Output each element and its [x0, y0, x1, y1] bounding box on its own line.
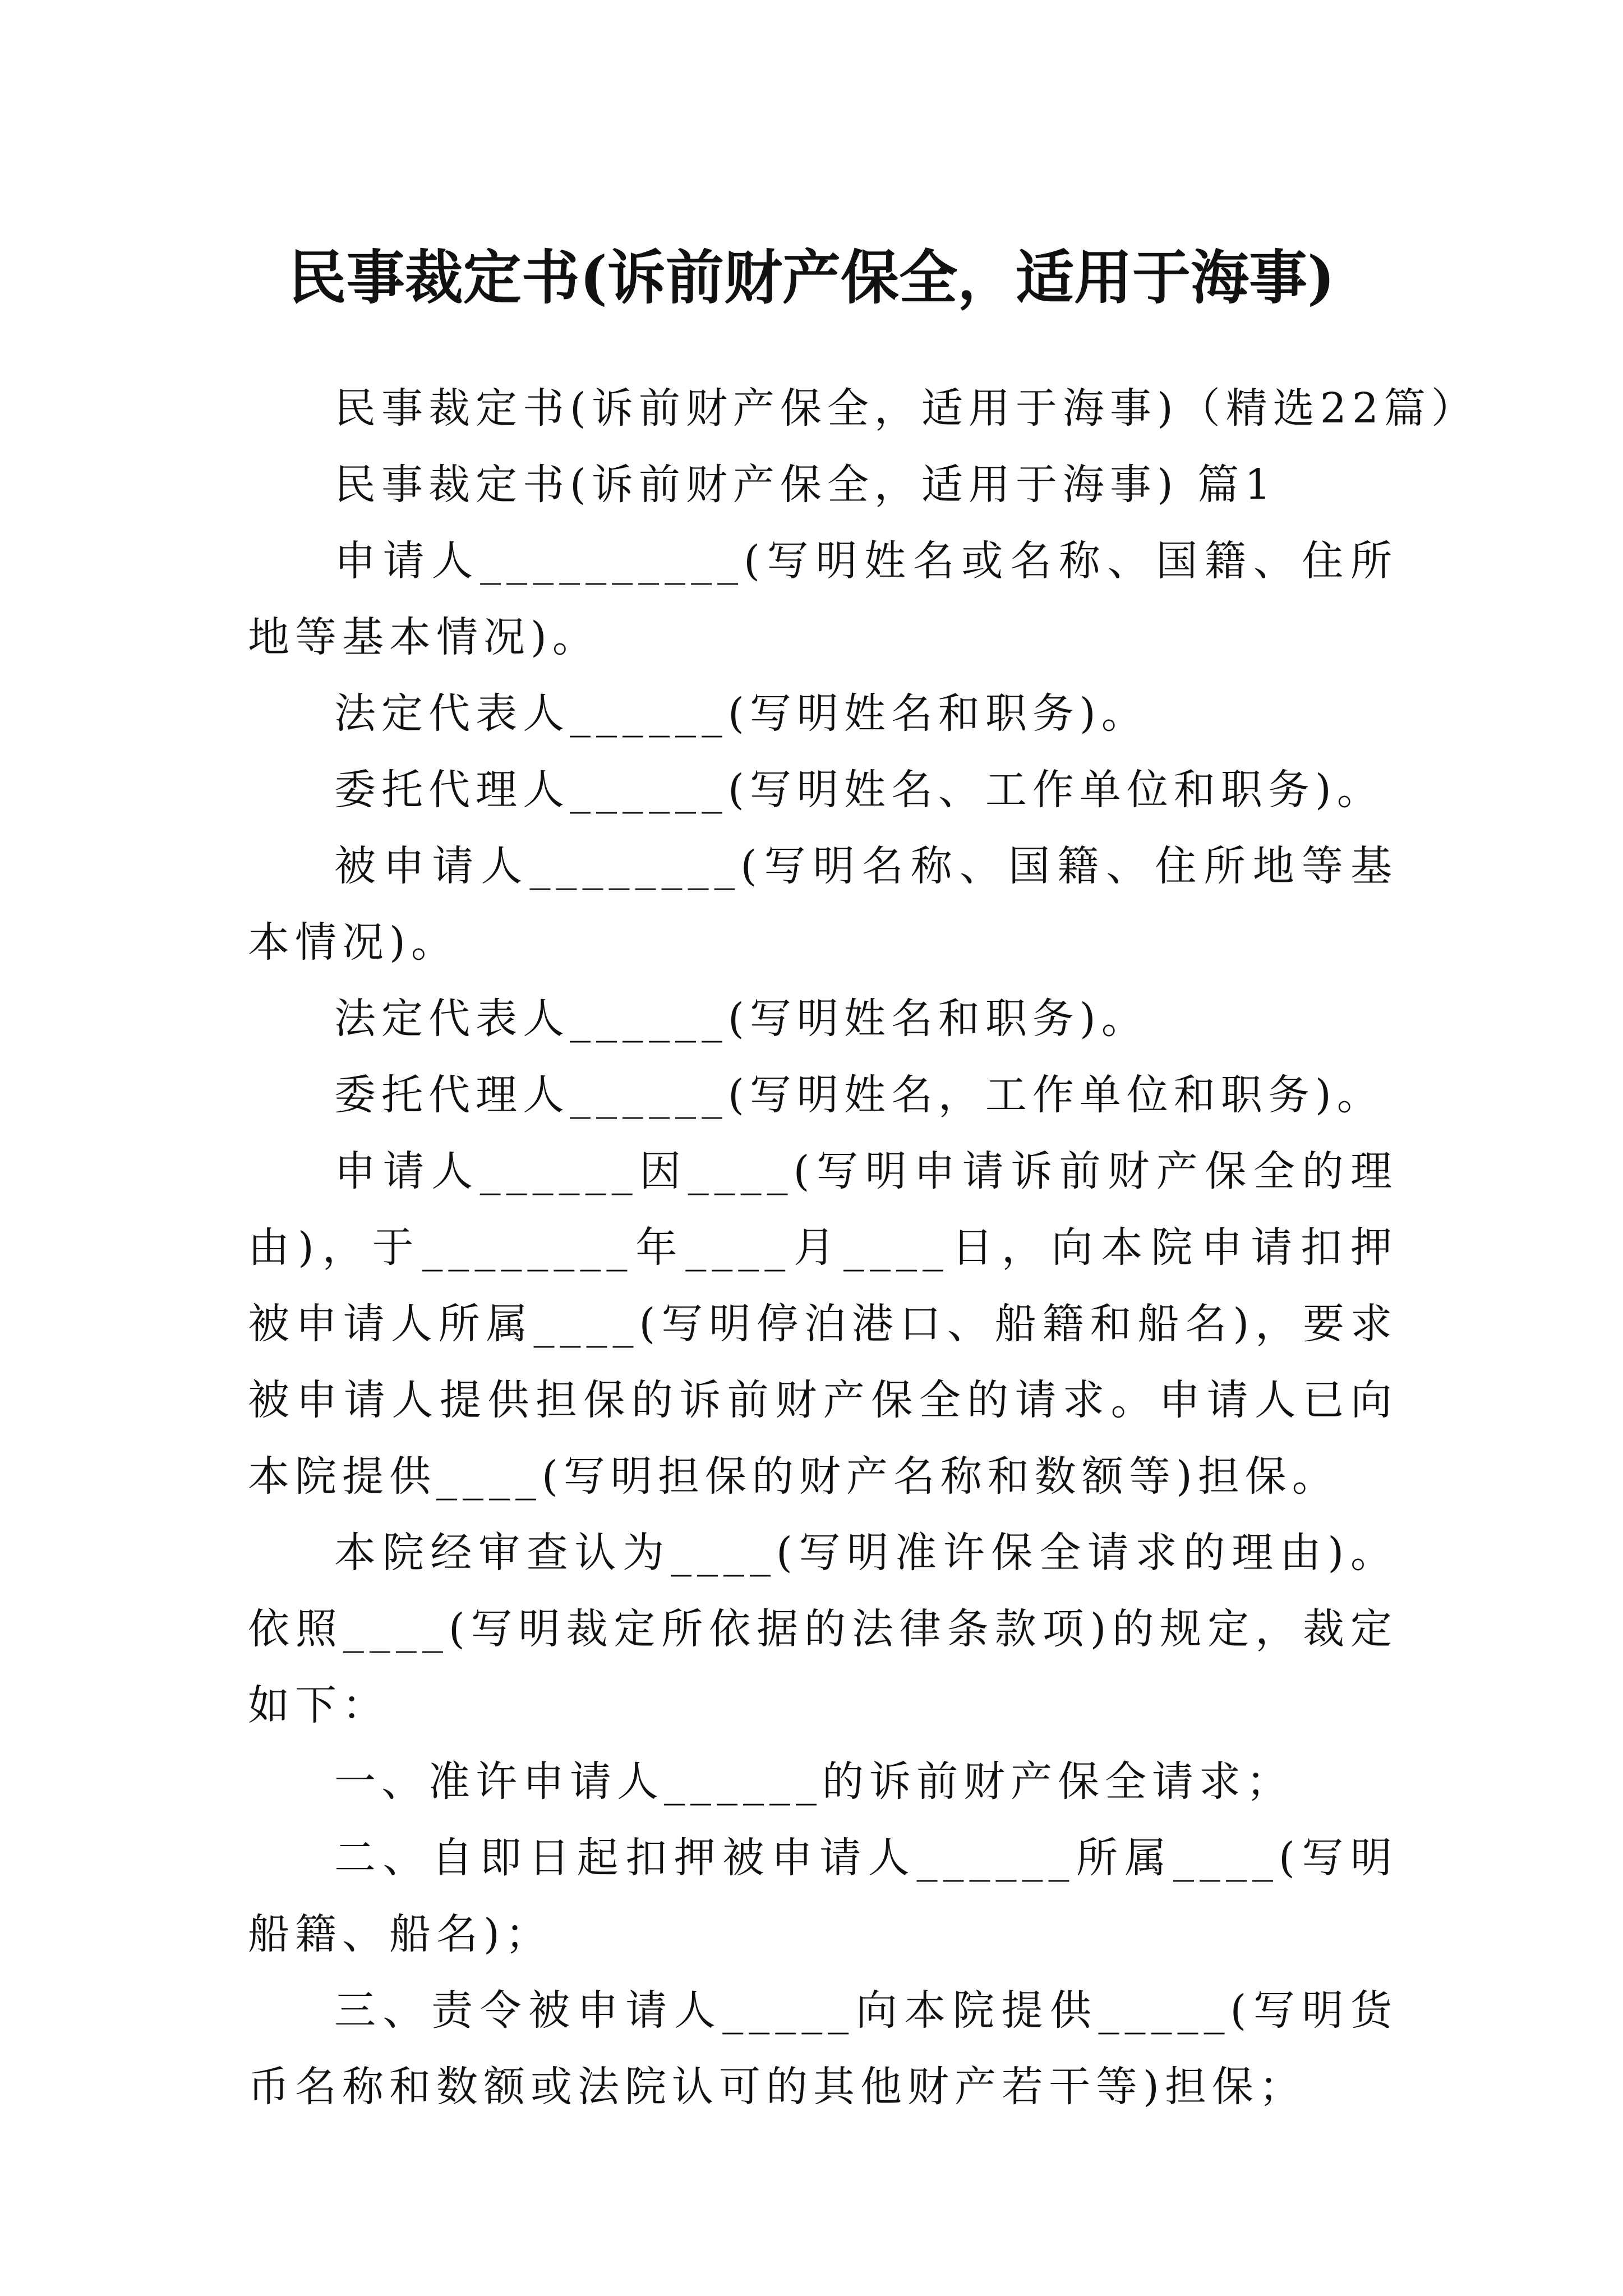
paragraph: 委托代理人______(写明姓名，工作单位和职务)。 — [334, 1071, 1384, 1119]
paragraph: 一、准许申请人______的诉前财产保全请求； — [334, 1757, 1293, 1806]
paragraph: 民事裁定书(诉前财产保全，适用于海事)（精选22篇） — [334, 384, 1478, 432]
document-title: 民事裁定书(诉前财产保全，适用于海事) — [288, 242, 1335, 312]
paragraph: 本院经审查认为____(写明准许保全请求的理由)。依照____(写明裁定所依据的法律条款项)的规定，裁定如下： — [248, 1529, 1398, 1729]
paragraph: 法定代表人______(写明姓名和职务)。 — [334, 689, 1149, 738]
paragraph: 被申请人________(写明名称、国籍、住所地等基本情况)。 — [248, 842, 1398, 967]
paragraph: 法定代表人______(写明姓名和职务)。 — [334, 995, 1149, 1043]
paragraph: 申请人______因____(写明申请诉前财产保全的理由)，于________年____月____日，向本院申请扣押被申请人所属____(写明停泊港口、船籍和船名)，要求被申请人提供担保的诉前财产保全的请求。申请人已向本院提供____(写明担保的财产名称和数额等)担保。 — [248, 1147, 1398, 1501]
paragraph: 申请人__________(写明姓名或名称、国籍、住所地等基本情况)。 — [248, 537, 1398, 661]
paragraph: 委托代理人______(写明姓名、工作单位和职务)。 — [334, 766, 1384, 814]
paragraph: 二、自即日起扣押被申请人______所属____(写明船籍、船名)； — [248, 1834, 1398, 1958]
document-body — [248, 370, 1478, 2125]
paragraph: 民事裁定书(诉前财产保全，适用于海事) 篇1 — [334, 461, 1277, 509]
paragraph: 三、责令被申请人_____向本院提供_____(写明货币名称和数额或法院认可的其他财产若干等)担保； — [248, 1986, 1398, 2111]
